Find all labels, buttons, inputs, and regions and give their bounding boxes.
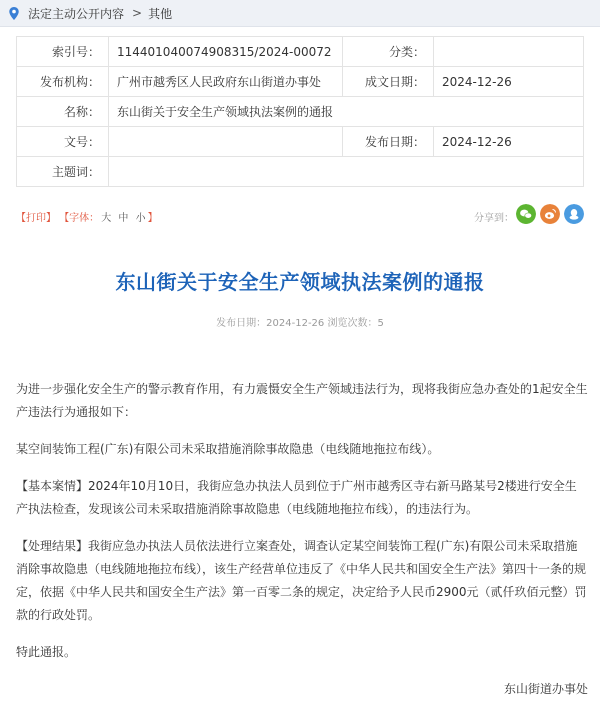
toolbar-left	[16, 209, 158, 224]
article-paragraph: 特此通报。	[16, 645, 77, 659]
qq-share-icon[interactable]	[564, 204, 584, 224]
written-date-value: 2024-12-26	[434, 67, 584, 97]
name-label: 名称：	[17, 97, 109, 127]
font-large-button[interactable]: 大	[101, 213, 112, 224]
document-info-table	[16, 36, 584, 187]
article-paragraph: 【处理结果】我街应急办执法人员依法进行立案查处，调查认定某空间装饰工程(广东)有限公司未采取措施消除事故隐患（电线随地拖拉布线），该生产经营单位违反了《中华人民共和国安全生产法》第四十一条的规定，依据《中华人民共和国安全生产法》第一百零二条的规定，决定给予人民币2900元（贰仟玖佰元整）罚款的行政处罚。	[16, 539, 587, 622]
article-body	[16, 378, 588, 715]
keywords-label: 主题词：	[17, 157, 109, 187]
category-label: 分类：	[343, 37, 434, 67]
breadcrumb-item-other[interactable]: 其他	[148, 6, 173, 21]
article-meta: 发布日期：2024-12-26 浏览次数：5	[216, 318, 384, 329]
breadcrumb	[0, 0, 600, 27]
publish-date-label: 发布日期：	[343, 127, 434, 157]
location-pin-icon	[9, 7, 19, 20]
article-signature: 东山街道办事处	[503, 682, 588, 696]
index-value: 114401040074908315/2024-00072	[109, 37, 343, 67]
publisher-value: 广州市越秀区人民政府东山街道办事处	[109, 67, 343, 97]
doc-no-label: 文号：	[17, 127, 109, 157]
article-toolbar	[16, 204, 584, 226]
article-paragraph: 某空间装饰工程(广东)有限公司未采取措施消除事故隐患（电线随地拖拉布线）。	[16, 442, 440, 456]
article-title: 东山街关于安全生产领域执法案例的通报	[115, 270, 485, 294]
breadcrumb-item-public-content[interactable]: 法定主动公开内容	[28, 6, 125, 21]
doc-no-value	[109, 127, 343, 157]
wechat-share-icon[interactable]	[516, 204, 536, 224]
article-paragraph: 为进一步强化安全生产的警示教育作用，有力震慑安全生产领域违法行为，现将我街应急办查处的1起安全生产违法行为通报如下：	[16, 382, 588, 419]
font-small-button[interactable]: 小	[135, 213, 146, 224]
font-size-prefix: 【字体：	[59, 213, 100, 224]
publish-date-value: 2024-12-26	[434, 127, 584, 157]
font-size-suffix: 】	[147, 213, 158, 224]
publisher-label: 发布机构：	[17, 67, 109, 97]
weibo-share-icon[interactable]	[540, 204, 560, 224]
font-medium-button[interactable]: 中	[118, 213, 129, 224]
index-label: 索引号：	[17, 37, 109, 67]
keywords-value	[109, 157, 584, 187]
name-value: 东山街关于安全生产领域执法案例的通报	[109, 97, 584, 127]
breadcrumb-separator: >	[132, 6, 143, 20]
article-paragraph: 【基本案情】2024年10月10日，我街应急办执法人员到位于广州市越秀区寺右新马路某号2楼进行安全生产执法检查，发现该公司未采取措施消除事故隐患（电线随地拖拉布线），的违法行为。	[16, 479, 577, 516]
share-label: 分享到：	[474, 213, 514, 224]
category-value	[434, 37, 584, 67]
written-date-label: 成文日期：	[343, 67, 434, 97]
print-button[interactable]: 【打印】	[16, 213, 56, 224]
